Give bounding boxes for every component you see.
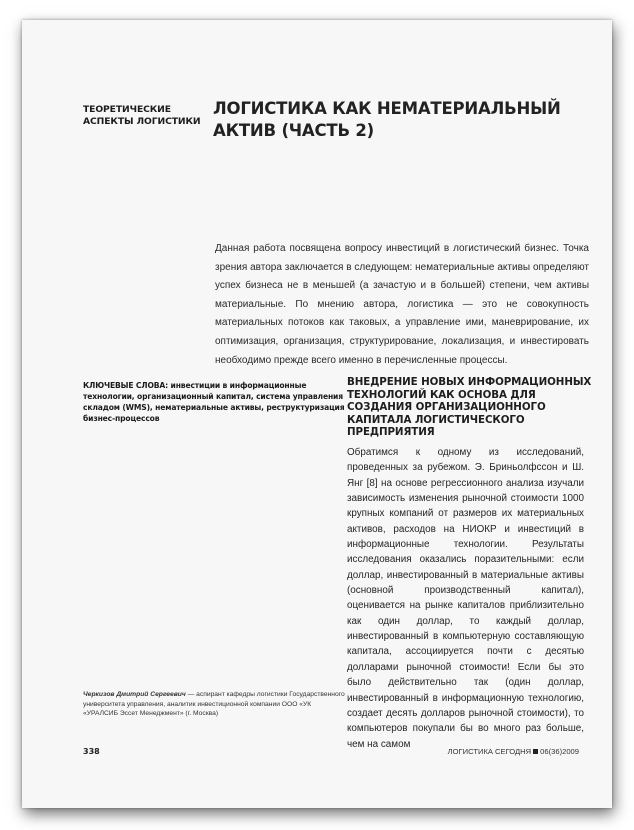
author-name: Черкизов Дмитрий Сергеевич [83,691,186,698]
abstract-text: Данная работа посвящена вопросу инвестиций в логистический бизнес. Точка зрения автора заключается в следующем: нематериальные активы определяют успех бизнеса не в меньшей (а зачастую и в большей) степени, чем активы материальные. По мнению автора, логистика — это не совокупность материальных потоков как таковых, а управление ими, маневрирование, их оптимизация, организация, структурирование, локализация, и инвестировать необходимо прежде всего именно в перечисленные процессы. [215,243,589,366]
journal-issue: 06(36)2009 [540,747,579,756]
square-bullet-icon [533,749,538,754]
journal-page [22,20,612,808]
journal-footer [448,747,579,756]
keywords: КЛЮЧЕВЫЕ СЛОВА: инвестиции в информационные технологии, организационный капитал, система управления складом (WMS), нематериальные активы, реструктуризация бизнес-процессов [83,381,345,423]
body-text: Обратимся к одному из исследований, проведенных за рубежом. Э. Бриньолфссон и Ш. Янг [8] на основе регрессионного анализа изучали зависимость изменения рыночной стоимости 1000 крупных компаний от размеров их материальных активов, расходов на НИОКР и инвестиций в информационные технологии. Результаты исследования оказались поразительными: если доллар, инвестированный в материальные активы (основной производственный капитал), оценивается на рынке капиталов приблизительно как один доллар, то каждый доллар, инвестированный в компьютерную составляющую капитала, ассоциируется почти с десятью долларами рыночной стоимости! Если бы это было действительно так (один доллар, инвестированный в информационную технологию, создает десять долларов рыночной стоимости), то компьютеров покупали бы во много раз больше, чем на самом [347,447,584,750]
page-number: 338 [83,747,100,756]
author-info [83,690,345,719]
article-title: ЛОГИСТИКА КАК НЕМАТЕРИАЛЬНЫЙ АКТИВ (ЧАСТЬ 2) [213,99,561,140]
section-label: ТЕОРЕТИЧЕСКИЕ АСПЕКТЫ ЛОГИСТИКИ [83,104,201,127]
author-details: — аспирант кафедры логистики Государственного университета управления, аналитик инвестиционной компании ООО «УК «УРАЛСИБ Эссет Менеджмент» (г. Москва) [83,691,345,718]
journal-name: ЛОГИСТИКА СЕГОДНЯ [447,747,532,756]
section-heading: ВНЕДРЕНИЕ НОВЫХ ИНФОРМАЦИОННЫХ ТЕХНОЛОГИЙ КАК ОСНОВА ДЛЯ СОЗДАНИЯ ОРГАНИЗАЦИОННОГО КАПИТАЛА ЛОГИСТИЧЕСКОГО ПРЕДПРИЯТИЯ [347,376,592,439]
